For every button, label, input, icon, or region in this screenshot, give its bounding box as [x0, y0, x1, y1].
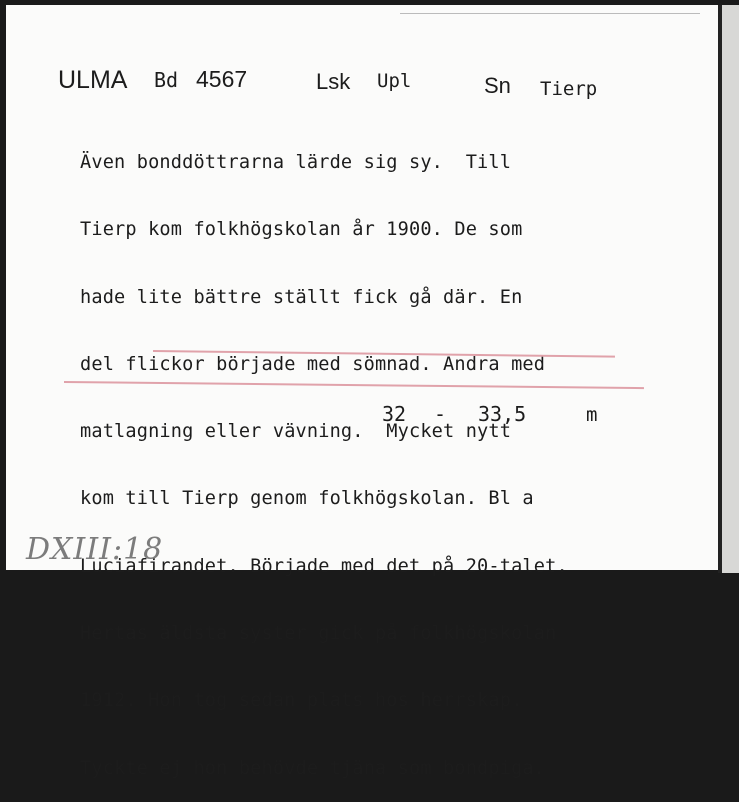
top-rule	[400, 13, 700, 14]
text-line: Luciafirandet. Började med det på 20-talet.	[80, 555, 568, 577]
text-line: Tierp kom folkhögskolan år 1900. De som	[80, 219, 523, 241]
scanner-margin	[722, 5, 739, 573]
record-number: 4567	[196, 66, 248, 92]
socken-label: Sn	[484, 73, 511, 98]
text-line: kom till Tierp genom folkhögskolan. Bl a	[80, 488, 534, 510]
record-prefix: Bd	[154, 68, 179, 92]
text-line: 1912. Hon tog sedan plats hos herrskap.	[80, 690, 523, 712]
text-line: matlagning eller vävning. Mycket nytt	[80, 421, 512, 443]
text-line: del flickor började med sömnad. Andra med	[80, 353, 546, 375]
text-line: Hertas äldsta syster gick på folkhögskolan	[80, 623, 557, 645]
text-line: Även bonddöttrarna lärde sig sy. Till	[80, 152, 512, 173]
text-line: Tyckte ej hon behövde tjäna som bondpiga.	[80, 757, 546, 779]
text-line: hade lite bättre ställt fick gå där. En	[80, 286, 523, 308]
pencil-signum: DXIII:18	[26, 532, 164, 567]
page-from: 32	[382, 402, 407, 426]
landskap-value: Upl	[377, 70, 412, 92]
typed-text	[80, 108, 568, 802]
page-unit: m	[586, 404, 598, 426]
landskap-label: Lsk	[316, 69, 351, 94]
archive-code: ULMA	[58, 66, 128, 94]
card-header	[0, 62, 716, 102]
page-dash: -	[434, 402, 447, 426]
page-reference	[0, 400, 716, 430]
socken-value: Tierp	[540, 78, 598, 100]
page-to: 33,5	[478, 402, 527, 426]
